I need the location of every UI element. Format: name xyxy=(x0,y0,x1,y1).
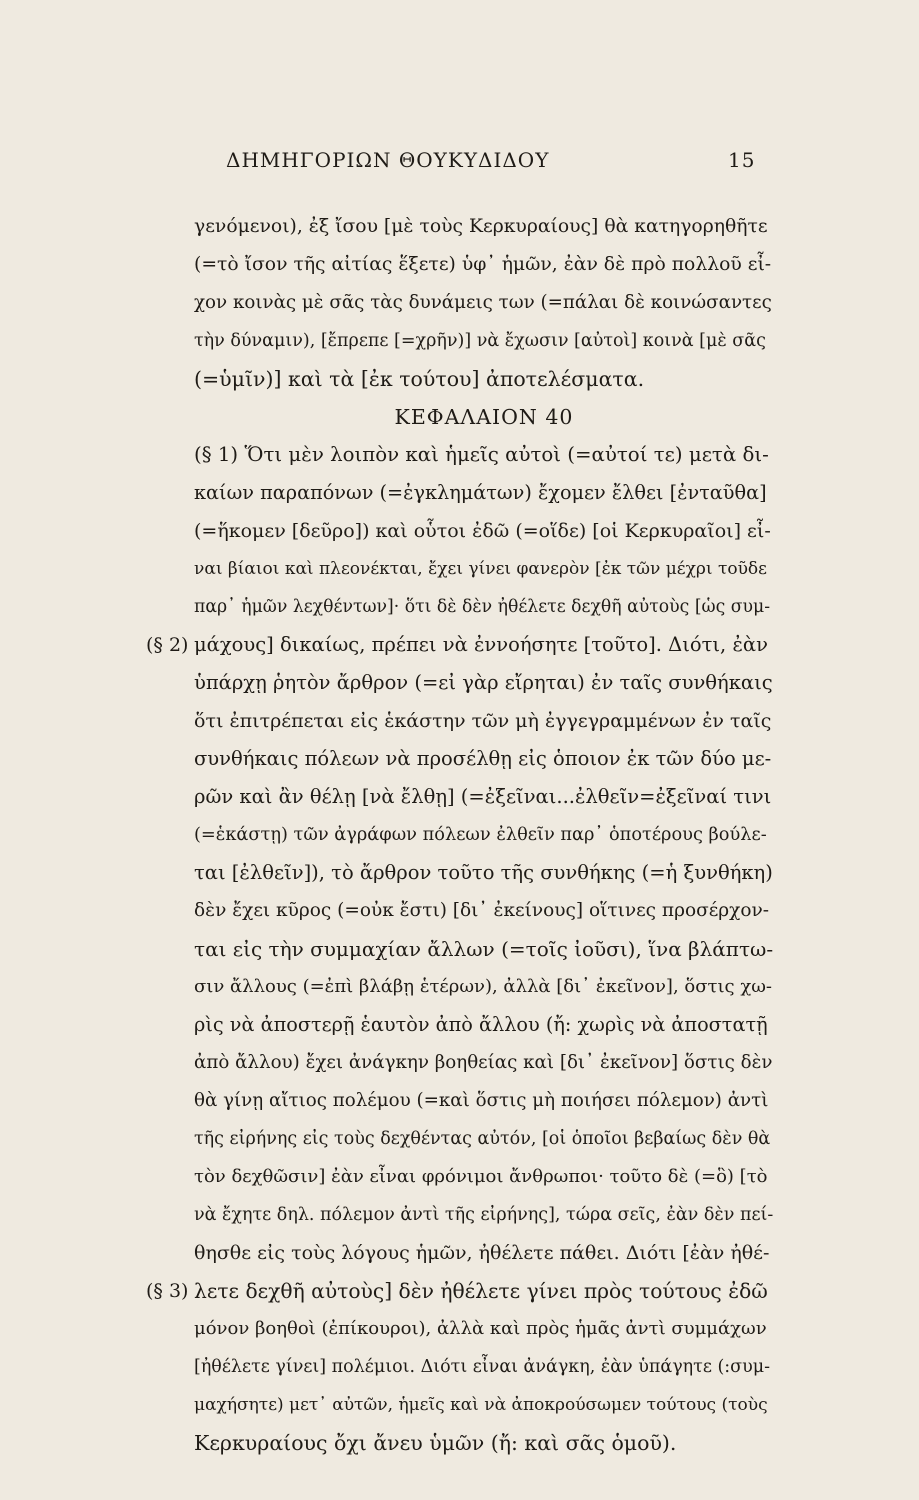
line-text: μαχήσητε) μετ᾿ αὐτῶν, ἡμεῖς καὶ νὰ ἀποκρούσωμεν τούτους (τοὺς xyxy=(194,1395,768,1415)
chapter-heading xyxy=(194,398,774,436)
line-text: (=ἑκάστῃ) τῶν ἀγράφων πόλεων ἐλθεῖν παρ᾿ ὁποτέρους βούλε- xyxy=(194,825,767,845)
line-text: ὑπάρχῃ ῥητὸν ἄρθρον (=εἰ γὰρ εἴρηται) ἐν ταῖς συνθήκαις xyxy=(194,671,773,694)
text-line xyxy=(194,1386,774,1424)
text-line xyxy=(194,246,774,284)
line-text: (=ἥκομεν [δεῦρο]) καὶ οὗτοι ἐδῶ (=οἵδε) [οἱ Κερκυραῖοι] εἶ- xyxy=(194,520,771,542)
line-text: ρῶν καὶ ἂν θέλῃ [νὰ ἔλθῃ] (=ἐξεῖναι...ἐλθεῖν=ἐξεῖναί τινι xyxy=(194,785,772,808)
line-text: δὲν ἔχει κῦρος (=οὐκ ἔστι) [δι᾿ ἐκείνους] οἵτινες προσέρχον- xyxy=(194,900,770,921)
line-text: τὸν δεχθῶσιν] ἐὰν εἶναι φρόνιμοι ἄνθρωποι· τοῦτο δὲ (=ὃ) [τὸ xyxy=(194,1166,768,1187)
text-line xyxy=(194,816,774,854)
text-line xyxy=(194,930,774,968)
line-text: ται [ἐλθεῖν]), τὸ ἄρθρον τοῦτο τῆς συνθήκης (=ἡ ξυνθήκη) xyxy=(194,861,773,884)
running-title: ΔΗΜΗΓΟΡΙΩΝ ΘΟΥΚΥΔΙΔΟΥ xyxy=(226,148,550,172)
page-number: 15 xyxy=(728,148,756,172)
line-text: ναι βίαιοι καὶ πλεονέκται, ἔχει γίνει φανερὸν [ἐκ τῶν μέχρι τοῦδε xyxy=(194,559,767,579)
text-line xyxy=(194,512,774,550)
text-line xyxy=(194,550,774,588)
line-text: ἀπὸ ἄλλου) ἔχει ἀνάγκην βοηθείας καὶ [δι᾿ ἐκεῖνον] ὅστις δὲν xyxy=(194,1052,773,1073)
line-text: (§ 1) Ὅτι μὲν λοιπὸν καὶ ἡμεῖς αὐτοὶ (=αὐτοί τε) μετὰ δι- xyxy=(194,443,769,466)
text-line xyxy=(146,626,774,664)
text-line xyxy=(194,702,774,740)
text-line xyxy=(194,588,774,626)
section-marker: (§ 3) xyxy=(146,1280,189,1302)
text-line xyxy=(194,360,774,398)
text-line xyxy=(194,1196,774,1234)
text-line xyxy=(194,854,774,892)
line-text: Κερκυραίους ὄχι ἄνευ ὑμῶν (ἤ: καὶ σᾶς ὁμοῦ). xyxy=(194,1431,677,1455)
text-line xyxy=(194,1006,774,1044)
line-text: (=τὸ ἴσον τῆς αἰτίας ἕξετε) ὑφ᾿ ἡμῶν, ἐὰν δὲ πρὸ πολλοῦ εἶ- xyxy=(194,254,772,275)
text-line xyxy=(194,1348,774,1386)
text-line xyxy=(194,208,774,246)
text-line xyxy=(194,1044,774,1082)
text-line xyxy=(194,1082,774,1120)
line-text: [ἠθέλετε γίνει] πολέμιοι. Διότι εἶναι ἀνάγκη, ἐὰν ὑπάγητε (:συμ- xyxy=(194,1357,771,1377)
line-text: γενόμενοι), ἐξ ἴσου [μὲ τοὺς Κερκυραίους] θὰ κατηγορηθῆτε xyxy=(194,216,768,237)
line-text: ὅτι ἐπιτρέπεται εἰς ἑκάστην τῶν μὴ ἐγγεγραμμένων ἐν ταῖς xyxy=(194,710,772,732)
text-line xyxy=(194,664,774,702)
text-line xyxy=(194,1234,774,1272)
text-line xyxy=(194,778,774,816)
line-text: παρ᾿ ἡμῶν λεχθέντων]· ὅτι δὲ δὲν ἠθέλετε δεχθῆ αὐτοὺς [ὡς συμ- xyxy=(194,597,771,617)
text-line xyxy=(194,436,774,474)
line-text: θησθε εἰς τοὺς λόγους ἡμῶν, ἠθέλετε πάθει. Διότι [ἐὰν ἠθέ- xyxy=(194,1242,770,1264)
line-text: τῆς εἰρήνης εἰς τοὺς δεχθέντας αὐτόν, [οἱ ὁποῖοι βεβαίως δὲν θὰ xyxy=(194,1129,771,1149)
line-text: θὰ γίνῃ αἴτιος πολέμου (=καὶ ὅστις μὴ ποιήσει πόλεμον) ἀντὶ xyxy=(194,1090,769,1111)
text-line xyxy=(194,740,774,778)
line-text: χον κοινὰς μὲ σᾶς τὰς δυνάμεις των (=πάλαι δὲ κοινώσαντες xyxy=(194,292,772,313)
text-line xyxy=(194,1310,774,1348)
line-text: ρὶς νὰ ἀποστερῇ ἑαυτὸν ἀπὸ ἄλλου (ἤ: χωρὶς νὰ ἀποστατῇ xyxy=(194,1013,768,1036)
text-line xyxy=(194,1424,774,1462)
line-text: νὰ ἔχητε δηλ. πόλεμον ἀντὶ τῆς εἰρήνης], τώρα σεῖς, ἐὰν δὲν πεί- xyxy=(194,1205,774,1225)
line-text: μόνον βοηθοὶ (ἐπίκουροι), ἀλλὰ καὶ πρὸς ἡμᾶς ἀντὶ συμμάχων xyxy=(194,1318,767,1339)
running-header xyxy=(0,148,919,178)
text-line xyxy=(194,1158,774,1196)
text-line xyxy=(194,892,774,930)
line-text: μάχους] δικαίως, πρέπει νὰ ἐννοήσητε [τοῦτο]. Διότι, ἐὰν xyxy=(194,633,768,656)
section-marker: (§ 2) xyxy=(146,634,189,656)
text-line xyxy=(194,1120,774,1158)
line-text: τὴν δύναμιν), [ἔπρεπε [=χρῆν)] νὰ ἔχωσιν [αὐτοὶ] κοινὰ [μὲ σᾶς xyxy=(194,331,766,351)
line-text: ΚΕΦΑΛΑΙΟΝ 40 xyxy=(394,405,574,429)
text-line xyxy=(194,284,774,322)
text-line xyxy=(194,474,774,512)
text-line xyxy=(194,322,774,360)
line-text: (=ὑμῖν)] καὶ τὰ [ἐκ τούτου] ἀποτελέσματα. xyxy=(194,367,645,391)
line-text: καίων παραπόνων (=ἐγκλημάτων) ἔχομεν ἔλθει [ἐνταῦθα] xyxy=(194,481,767,504)
line-text: λετε δεχθῆ αὐτοὺς] δὲν ἠθέλετε γίνει πρὸς τούτους ἐδῶ xyxy=(194,1279,768,1303)
body-text xyxy=(146,208,774,1462)
line-text: συνθήκαις πόλεων νὰ προσέλθῃ εἰς ὁποιον ἐκ τῶν δύο με- xyxy=(194,747,772,770)
line-text: σιν ἄλλους (=ἐπὶ βλάβῃ ἑτέρων), ἀλλὰ [δι᾿ ἐκεῖνον], ὅστις χω- xyxy=(194,976,773,997)
text-line xyxy=(194,968,774,1006)
text-line xyxy=(146,1272,774,1310)
line-text: ται εἰς τὴν συμμαχίαν ἄλλων (=τοῖς ἰοῦσι), ἵνα βλάπτω- xyxy=(194,937,774,961)
